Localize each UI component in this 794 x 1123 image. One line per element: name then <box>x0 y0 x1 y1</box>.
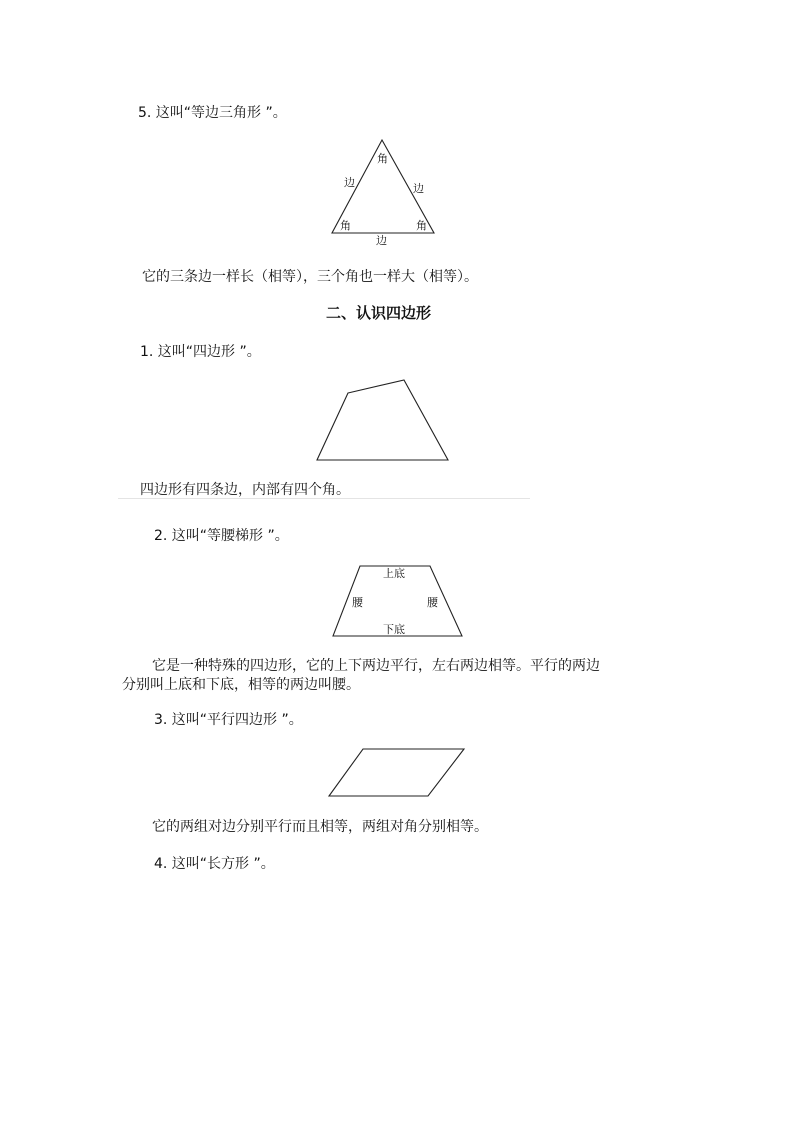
triangle-bottom-side-label: 边 <box>376 234 387 247</box>
parallelogram-outline <box>329 749 464 796</box>
triangle-left-angle-label: 角 <box>340 219 351 232</box>
parallelogram-figure <box>322 744 470 800</box>
triangle-left-side-label: 边 <box>344 176 355 189</box>
trapezoid-top-base-label: 上底 <box>383 567 405 580</box>
isosceles-trapezoid-figure <box>326 560 468 642</box>
item1-description: 四边形有四条边，内部有四个角。 <box>140 482 350 498</box>
quadrilateral-figure <box>310 374 456 466</box>
item5-title: 5. 这叫“等边三角形 ”。 <box>138 105 287 121</box>
item1-title: 1. 这叫“四边形 ”。 <box>140 344 261 360</box>
trapezoid-left-leg-label: 腰 <box>352 596 363 609</box>
divider-line <box>118 498 530 499</box>
item2-title: 2. 这叫“等腰梯形 ”。 <box>154 528 289 544</box>
item3-description: 它的两组对边分别平行而且相等，两组对角分别相等。 <box>152 819 488 835</box>
triangle-right-angle-label: 角 <box>416 219 427 232</box>
triangle-right-side-label: 边 <box>413 182 424 195</box>
trapezoid-right-leg-label: 腰 <box>427 596 438 609</box>
item2-description-line1: 它是一种特殊的四边形，它的上下两边平行，左右两边相等。平行的两边 <box>152 658 600 674</box>
trapezoid-bottom-base-label: 下底 <box>383 623 405 636</box>
item4-title: 4. 这叫“长方形 ”。 <box>154 856 275 872</box>
item3-title: 3. 这叫“平行四边形 ”。 <box>154 712 303 728</box>
quadrilateral-outline <box>317 380 448 460</box>
triangle-top-angle-label: 角 <box>377 152 388 165</box>
item2-description-line2: 分别叫上底和下底，相等的两边叫腰。 <box>122 677 360 693</box>
equilateral-triangle-figure <box>320 136 450 248</box>
item5-description: 它的三条边一样长（相等），三个角也一样大（相等）。 <box>142 269 478 285</box>
section-heading: 二、认识四边形 <box>326 304 432 322</box>
